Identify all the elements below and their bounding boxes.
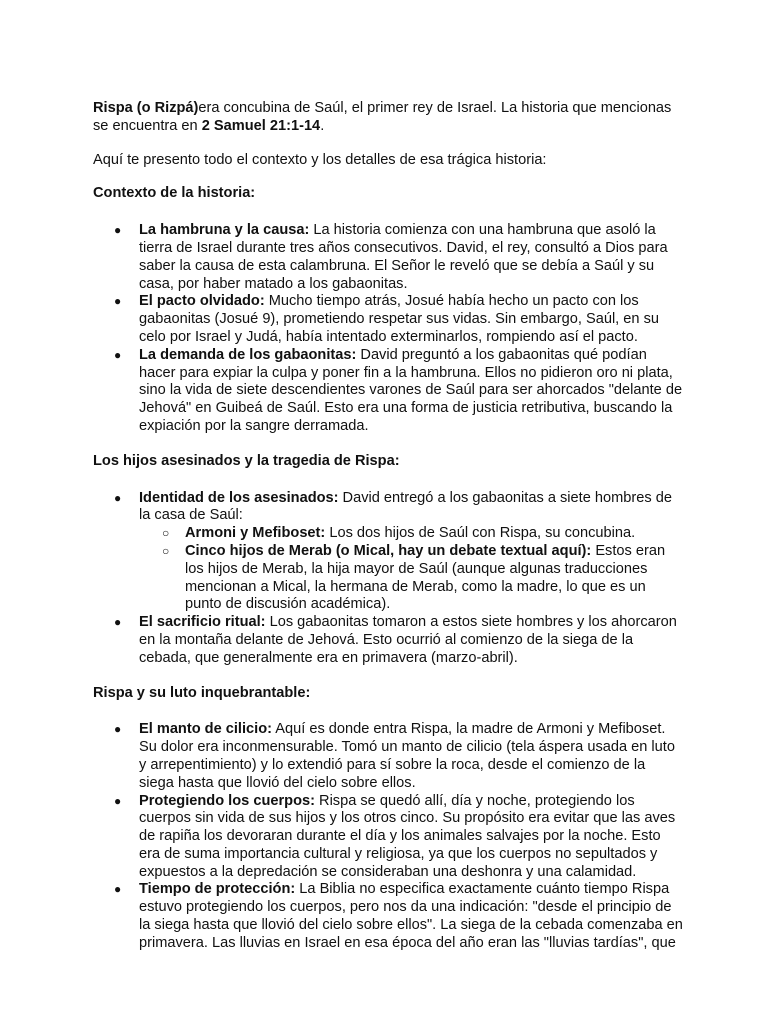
list-item [114, 614, 683, 667]
item-title: La demanda de los gabaonitas: [139, 346, 357, 363]
item-text: La Biblia no especifica exactamente cuánto tiempo Rispa estuvo protegiendo los cuerpos, pero nos da una indicación: "desde el principio de la siega hasta que llovió del cielo sobre ellos". La siega de la cebada comenzaba en primavera. Las lluvias en Israel en esa época del año eran las "lluvias tardías", que [139, 881, 683, 951]
sublist [162, 525, 683, 614]
context-list [114, 222, 683, 436]
subitem-text: Estos eran los hijos de Merab, la hija mayor de Saúl (aunque algunas traducciones mencionan a Mical, la hermana de Merab, como la madre, lo que es un punto de discusión académica). [185, 542, 666, 613]
section-heading-mourning: Rispa y su luto inquebrantable: [93, 684, 311, 701]
section-heading-context: Contexto de la historia: [93, 185, 256, 202]
item-text: Los gabaonitas tomaron a estos siete hombres y los ahorcaron en la montaña delante de Jehová. Esto ocurrió al comienzo de la siega de la cebada, que generalmente era en primavera (marzo-abril). [139, 614, 677, 666]
list-item [114, 222, 683, 293]
intro-text-b: . [320, 117, 325, 134]
list-item [114, 293, 683, 346]
bullet-icon: ● [114, 882, 122, 897]
tragedy-list [114, 489, 683, 668]
item-title: La hambruna y la causa: [139, 222, 310, 239]
item-title: El sacrificio ritual: [139, 614, 266, 631]
intro-paragraph [93, 100, 683, 136]
item-text: David preguntó a los gabaonitas qué podían hacer para expiar la culpa y poner fin a la hambruna. Ellos no pidieron oro ni plata, sino la vida de siete descendientes varones de Saúl para ser ahorcados "delante de Jehová" en Guibeá de Saúl. Esto era una forma de justicia retributiva, buscando la expiación por la sangre derramada. [139, 346, 683, 434]
subitem-title: Armoni y Mefiboset: [185, 525, 326, 542]
list-item [114, 346, 683, 436]
list-item [114, 792, 683, 882]
bullet-icon: ● [114, 347, 122, 362]
intro-name: Rispa (o Rizpá) [93, 100, 199, 116]
bullet-icon: ● [114, 490, 122, 505]
subitem-text: Los dos hijos de Saúl con Rispa, su concubina. [325, 525, 636, 542]
item-text: Mucho tiempo atrás, Josué había hecho un pacto con los gabaonitas (Josué 9), prometiendo respetar sus vidas. Sin embargo, Saúl, en su celo por Israel y Judá, había intentado exterminarlos, rompiendo así el pacto. [139, 293, 659, 345]
subitem-title: Cinco hijos de Merab (o Mical, hay un debate textual aquí): [185, 542, 592, 559]
lead-paragraph: Aquí te presento todo el contexto y los detalles de esa trágica historia: [93, 151, 547, 168]
document-page [93, 100, 683, 970]
item-title: Protegiendo los cuerpos: [139, 792, 315, 809]
item-text: Aquí es donde entra Rispa, la madre de Armoni y Mefiboset. Su dolor era inconmensurable. Tomó un manto de cilicio (tela áspera usada en luto y arrepentimiento) y lo extendió para sí sobre la roca, desde el comienzo de la siega hasta que llovió del cielo sobre ellos. [139, 721, 675, 791]
sublist-item [162, 525, 683, 543]
list-item [114, 721, 683, 792]
list-item [114, 489, 683, 615]
bullet-icon: ● [114, 294, 122, 309]
section-heading-tragedy: Los hijos asesinados y la tragedia de Rispa: [93, 452, 400, 469]
circle-bullet-icon: ○ [162, 526, 170, 541]
intro-reference: 2 Samuel 21:1-14 [201, 117, 321, 134]
item-title: El pacto olvidado: [139, 293, 265, 310]
item-title: Tiempo de protección: [139, 881, 296, 898]
item-title: El manto de cilicio: [139, 721, 272, 738]
item-text: La historia comienza con una hambruna que asoló la tierra de Israel durante tres años consecutivos. David, el rey, consultó a Dios para saber la causa de esta calambruna. El Señor le reveló que se debía a Saúl y su casa, por haber matado a los gabaonitas. [139, 222, 668, 292]
circle-bullet-icon: ○ [162, 543, 170, 558]
item-title: Identidad de los asesinados: [139, 489, 339, 506]
list-item [114, 881, 683, 952]
bullet-icon: ● [114, 722, 122, 737]
sublist-item [162, 542, 683, 614]
item-text: David entregó a los gabaonitas a siete hombres de la casa de Saúl: [139, 489, 672, 524]
intro-text-a: era concubina de Saúl, el primer rey de Israel. La historia que mencionas se encuentra en [93, 100, 672, 134]
item-text: Rispa se quedó allí, día y noche, protegiendo los cuerpos sin vida de sus hijos y los otros cinco. Su propósito era evitar que las aves de rapiña los devoraran durante el día y los animales salvajes por la noche. Esto era de suma importancia cultural y religiosa, ya que los cuerpos no sepultados y expuestos a la depredación se consideraban una deshonra y una calamidad. [139, 792, 676, 880]
bullet-icon: ● [114, 615, 122, 630]
bullet-icon: ● [114, 223, 122, 238]
bullet-icon: ● [114, 793, 122, 808]
mourning-list [114, 721, 683, 952]
